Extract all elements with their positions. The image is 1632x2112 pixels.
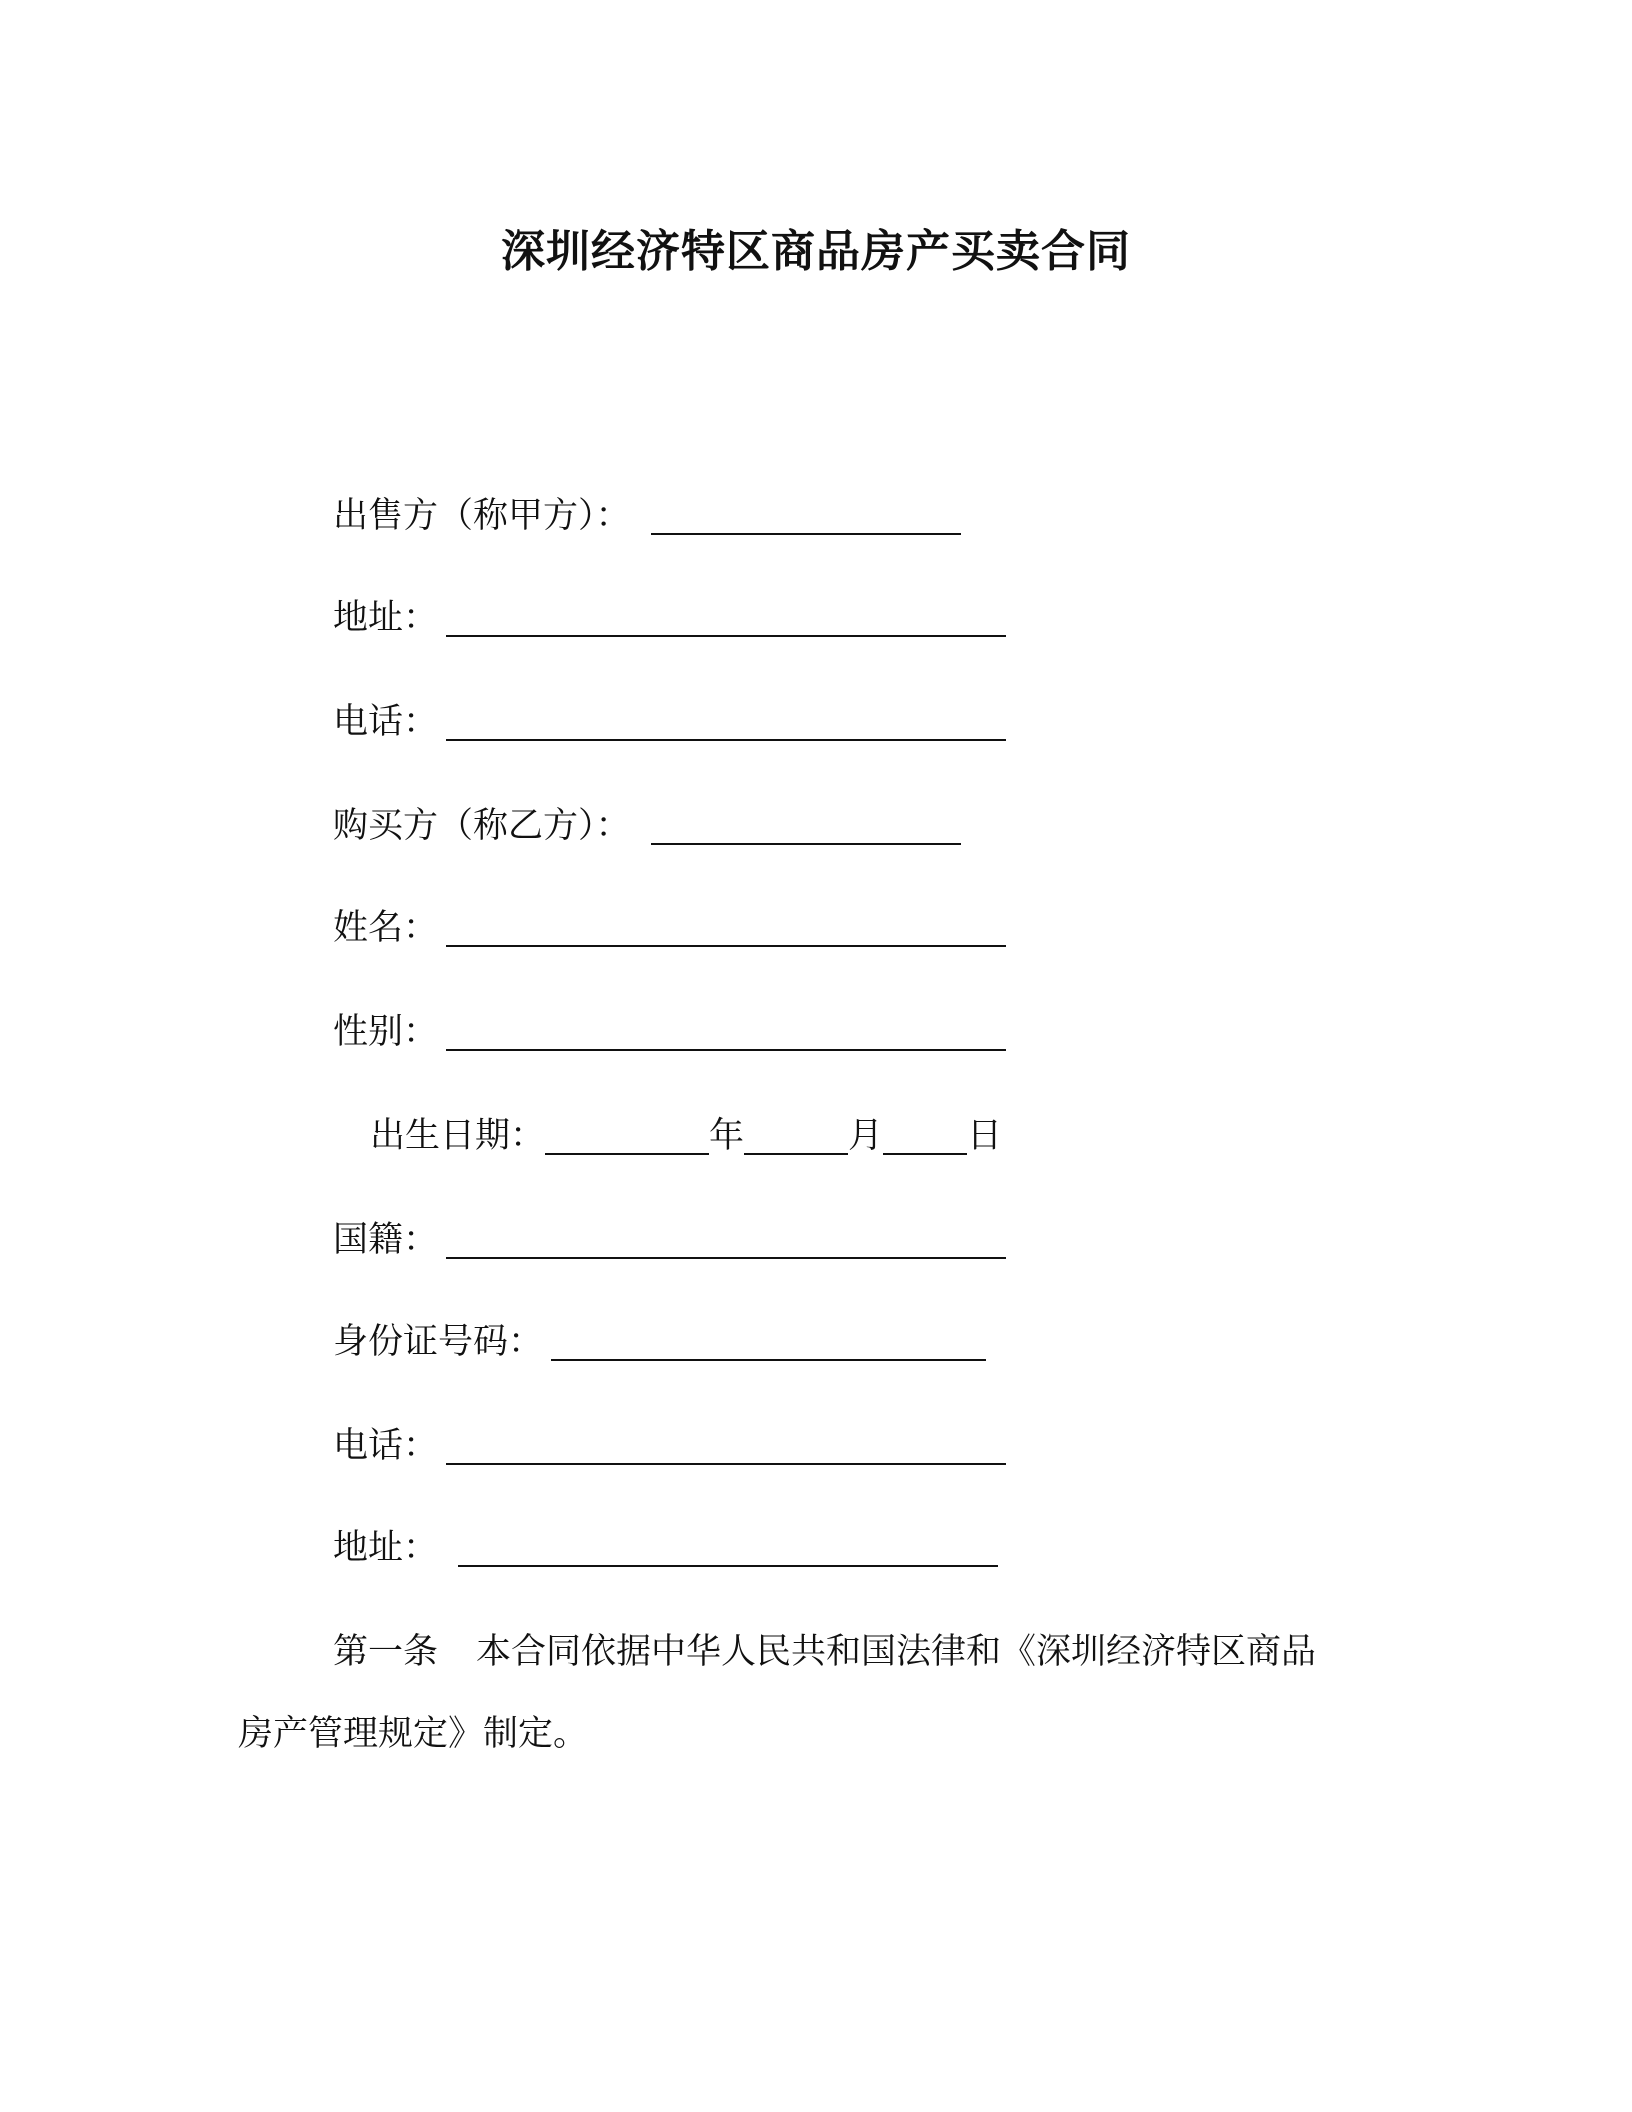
seller-address-field bbox=[333, 588, 1006, 648]
birth-day-blank[interactable] bbox=[883, 1106, 967, 1155]
birth-day-unit: 日 bbox=[967, 1116, 1003, 1156]
seller-phone-blank[interactable] bbox=[446, 692, 1006, 741]
article-1-text-line-1: 本合同依据中华人民共和国法律和《深圳经济特区商品 bbox=[476, 1632, 1317, 1672]
seller-label: 出售方（称甲方）： bbox=[333, 496, 631, 536]
buyer-phone-label: 电话： bbox=[333, 1426, 439, 1466]
buyer-gender-field bbox=[333, 1002, 1006, 1062]
seller-phone-field bbox=[333, 692, 1006, 752]
buyer-id-blank[interactable] bbox=[551, 1312, 986, 1361]
birth-month-blank[interactable] bbox=[744, 1106, 848, 1155]
seller-address-blank[interactable] bbox=[446, 588, 1006, 637]
document-title: 深圳经济特区商品房产买卖合同 bbox=[501, 226, 1131, 277]
seller-phone-label: 电话： bbox=[333, 702, 439, 742]
buyer-nationality-label: 国籍： bbox=[333, 1220, 439, 1260]
article-1-line-2: 房产管理规定》制定。 bbox=[238, 1714, 589, 1754]
buyer-address-field bbox=[333, 1518, 998, 1578]
buyer-label: 购买方（称乙方）： bbox=[333, 806, 631, 846]
buyer-nationality-field bbox=[333, 1210, 1006, 1270]
seller-field bbox=[333, 486, 961, 546]
birth-year-blank[interactable] bbox=[545, 1106, 709, 1155]
buyer-name-blank[interactable] bbox=[446, 898, 1006, 947]
buyer-gender-blank[interactable] bbox=[446, 1002, 1006, 1051]
birth-year-unit: 年 bbox=[709, 1116, 745, 1156]
seller-address-label: 地址： bbox=[333, 598, 439, 638]
buyer-address-blank[interactable] bbox=[458, 1518, 998, 1567]
buyer-phone-blank[interactable] bbox=[446, 1416, 1006, 1465]
buyer-name-label: 姓名： bbox=[333, 908, 439, 948]
buyer-birth-field bbox=[370, 1106, 1002, 1166]
buyer-address-label: 地址： bbox=[333, 1528, 439, 1568]
buyer-id-label: 身份证号码： bbox=[333, 1322, 544, 1362]
buyer-field bbox=[333, 796, 961, 856]
seller-blank[interactable] bbox=[651, 486, 961, 535]
buyer-id-field bbox=[333, 1312, 986, 1372]
article-1-number: 第一条 bbox=[333, 1632, 439, 1672]
buyer-gender-label: 性别： bbox=[333, 1012, 439, 1052]
buyer-nationality-blank[interactable] bbox=[446, 1210, 1006, 1259]
buyer-phone-field bbox=[333, 1416, 1006, 1476]
buyer-blank[interactable] bbox=[651, 796, 961, 845]
birth-month-unit: 月 bbox=[848, 1116, 884, 1156]
buyer-birth-label: 出生日期： bbox=[370, 1116, 546, 1156]
article-1-line-1 bbox=[333, 1622, 1373, 1682]
buyer-name-field bbox=[333, 898, 1006, 958]
